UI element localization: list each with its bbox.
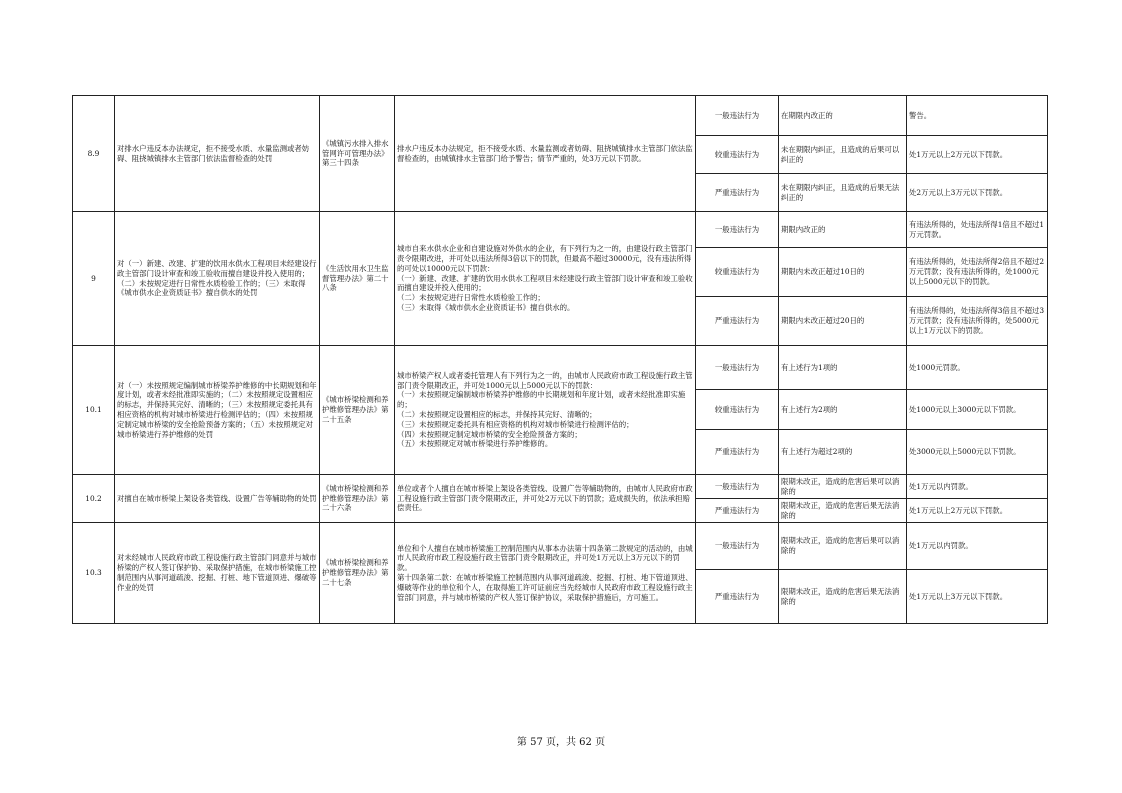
violation-circumstance: 限期未改正，造成的危害后果无法消除的 <box>779 570 907 624</box>
table-row <box>73 346 1048 390</box>
violation-circumstance: 期限内改正的 <box>779 212 907 248</box>
item-number: 10.2 <box>73 475 115 523</box>
item-number: 10.1 <box>73 346 115 475</box>
penalty-standards-table <box>72 95 1048 624</box>
legal-basis: 《城市桥梁检测和养护维修管理办法》第二十五条 <box>320 346 395 475</box>
violation-level: 一般违法行为 <box>696 475 779 499</box>
violation-circumstance: 期限内未改正超过20日的 <box>779 297 907 346</box>
penalty-standard: 处3000元以上5000元以下罚款。 <box>907 430 1048 475</box>
penalty-provision: 城市自来水供水企业和自建设施对外供水的企业，有下列行为之一的，由建设行政主管部门责令限期改进，并可处以违法所得3倍以下的罚款，但最高不超过30000元，没有违法所得的可处以10000元以下罚款： （一）新建、改建、扩建的饮用水供水工程项目未经建设行政主管部门设计审查和竣工验收而擅自建设并投入使用的； （二）未按规定进行日常性水质检验工作的； （三）未取得《城市供水企业资质证书》擅自供水的。 <box>395 212 696 346</box>
penalty-standard: 处1万元以上2万元以下罚款。 <box>907 136 1048 174</box>
violation-level: 较重违法行为 <box>696 136 779 174</box>
penalty-standard: 有违法所得的，处违法所得1倍且不超过1万元罚款。 <box>907 212 1048 248</box>
penalty-provision: 单位或者个人擅自在城市桥梁上架设各类管线、设置广告等辅助物的，由城市人民政府市政工程设施行政主管部门责令限期改正，并可处2万元以下的罚款；造成损失的，依法承担赔偿责任。 <box>395 475 696 523</box>
table-row <box>73 212 1048 248</box>
violation-circumstance: 未在期限内纠正，且造成的后果无法纠正的 <box>779 174 907 212</box>
violation-circumstance: 限期未改正，造成的危害后果可以消除的 <box>779 523 907 570</box>
penalty-standard: 处2万元以上3万元以下罚款。 <box>907 174 1048 212</box>
item-number: 8.9 <box>73 96 115 212</box>
penalty-standard: 处1000元罚款。 <box>907 346 1048 390</box>
violation-level: 一般违法行为 <box>696 212 779 248</box>
violation-circumstance: 在期限内改正的 <box>779 96 907 136</box>
violation-circumstance: 有上述行为1项的 <box>779 346 907 390</box>
violation-circumstance: 期限内未改正超过10日的 <box>779 248 907 297</box>
violation-circumstance: 限期未改正，造成的危害后果可以消除的 <box>779 475 907 499</box>
violation-level: 较重违法行为 <box>696 248 779 297</box>
penalty-standard: 有违法所得的，处违法所得3倍且不超过3万元罚款；没有违法所得的，处5000元以上1万元以下的罚款。 <box>907 297 1048 346</box>
violation-level: 较重违法行为 <box>696 390 779 430</box>
violation-behavior: 对排水户违反本办法规定，拒不接受水质、水量监测或者妨碍、阻挠城镇排水主管部门依法监督检查的处罚 <box>115 96 320 212</box>
violation-level: 一般违法行为 <box>696 523 779 570</box>
violation-behavior: 对擅自在城市桥梁上架设各类管线、设置广告等辅助物的处罚 <box>115 475 320 523</box>
penalty-provision: 城市桥梁产权人或者委托管理人有下列行为之一的，由城市人民政府市政工程设施行政主管部门责令限期改正，并可处1000元以上5000元以下的罚款： （一）未按照规定编制城市桥梁养护维修的中长期规划和年度计划，或者未经批准即实施的； （二）未按照规定设置相应的标志，并保持其完好、清晰的； （三）未按照规定委托具有相应资格的机构对城市桥梁进行检测评估的； （四）未按照规定制定城市桥梁的安全抢险预备方案的； （五）未按照规定对城市桥梁进行养护维修的。 <box>395 346 696 475</box>
table-row <box>73 96 1048 136</box>
table-row <box>73 523 1048 570</box>
violation-circumstance: 限期未改正，造成的危害后果无法消除的 <box>779 499 907 523</box>
penalty-standard: 处1万元以上3万元以下罚款。 <box>907 570 1048 624</box>
violation-circumstance: 未在期限内纠正，且造成的后果可以纠正的 <box>779 136 907 174</box>
penalty-provision: 单位和个人擅自在城市桥梁施工控制范围内从事本办法第十四条第二款规定的活动的，由城市人民政府市政工程设施行政主管部门责令限期改正，并可处1万元以上3万元以下的罚款。 第十四条第二款：在城市桥梁施工控制范围内从事河道疏浚、挖掘、打桩、地下管道顶进、爆破等作业的单位和个人，在取得施工许可证前应当先经城市人民政府市政工程设施行政主管部门同意，并与城市桥梁的产权人签订保护协议，采取保护措施后，方可施工。 <box>395 523 696 624</box>
violation-circumstance: 有上述行为2项的 <box>779 390 907 430</box>
violation-behavior: 对（一）未按照规定编制城市桥梁养护维修的中长期规划和年度计划，或者未经批准即实施的；（二）未按照规定设置相应的标志，并保持其完好、清晰的；（三）未按照规定委托具有相应资格的机构对城市桥梁进行检测评估的；（四）未按照规定制定城市桥梁的安全抢险预备方案的；（五）未按照规定对城市桥梁进行养护维修的处罚 <box>115 346 320 475</box>
violation-level: 严重违法行为 <box>696 499 779 523</box>
violation-level: 严重违法行为 <box>696 297 779 346</box>
penalty-standard: 处1万元以内罚款。 <box>907 475 1048 499</box>
penalty-standard: 有违法所得的，处违法所得2倍且不超过2万元罚款；没有违法所得的，处1000元以上5000元以下的罚款。 <box>907 248 1048 297</box>
violation-level: 严重违法行为 <box>696 570 779 624</box>
legal-basis: 《城市桥梁检测和养护维修管理办法》第二十七条 <box>320 523 395 624</box>
violation-level: 严重违法行为 <box>696 174 779 212</box>
table-row <box>73 475 1048 499</box>
violation-level: 一般违法行为 <box>696 346 779 390</box>
penalty-standard: 处1000元以上3000元以下罚款。 <box>907 390 1048 430</box>
page-number-footer: 第 57 页，共 62 页 <box>516 737 606 748</box>
violation-circumstance: 有上述行为超过2项的 <box>779 430 907 475</box>
item-number: 10.3 <box>73 523 115 624</box>
violation-level: 一般违法行为 <box>696 96 779 136</box>
penalty-provision: 排水户违反本办法规定，拒不接受水质、水量监测或者妨碍、阻挠城镇排水主管部门依法监督检查的，由城镇排水主管部门给予警告；情节严重的，处3万元以下罚款。 <box>395 96 696 212</box>
penalty-standard: 警告。 <box>907 96 1048 136</box>
legal-basis: 《城市桥梁检测和养护维修管理办法》第二十六条 <box>320 475 395 523</box>
violation-level: 严重违法行为 <box>696 430 779 475</box>
item-number: 9 <box>73 212 115 346</box>
violation-behavior: 对（一）新建、改建、扩建的饮用水供水工程项目未经建设行政主管部门设计审查和竣工验收而擅自建设并投入使用的；（二）未按规定进行日常性水质检验工作的；（三）未取得《城市供水企业资质证书》擅自供水的处罚 <box>115 212 320 346</box>
penalty-standard: 处1万元以上2万元以下罚款。 <box>907 499 1048 523</box>
legal-basis: 《城镇污水排入排水管网许可管理办法》第三十四条 <box>320 96 395 212</box>
penalty-standard: 处1万元以内罚款。 <box>907 523 1048 570</box>
violation-behavior: 对未经城市人民政府市政工程设施行政主管部门同意并与城市桥梁的产权人签订保护协、采取保护措施，在城市桥梁施工控制范围内从事河道疏浚、挖掘、打桩、地下管道顶进、爆破等作业的处罚 <box>115 523 320 624</box>
legal-basis: 《生活饮用水卫生监督管理办法》第二十八条 <box>320 212 395 346</box>
